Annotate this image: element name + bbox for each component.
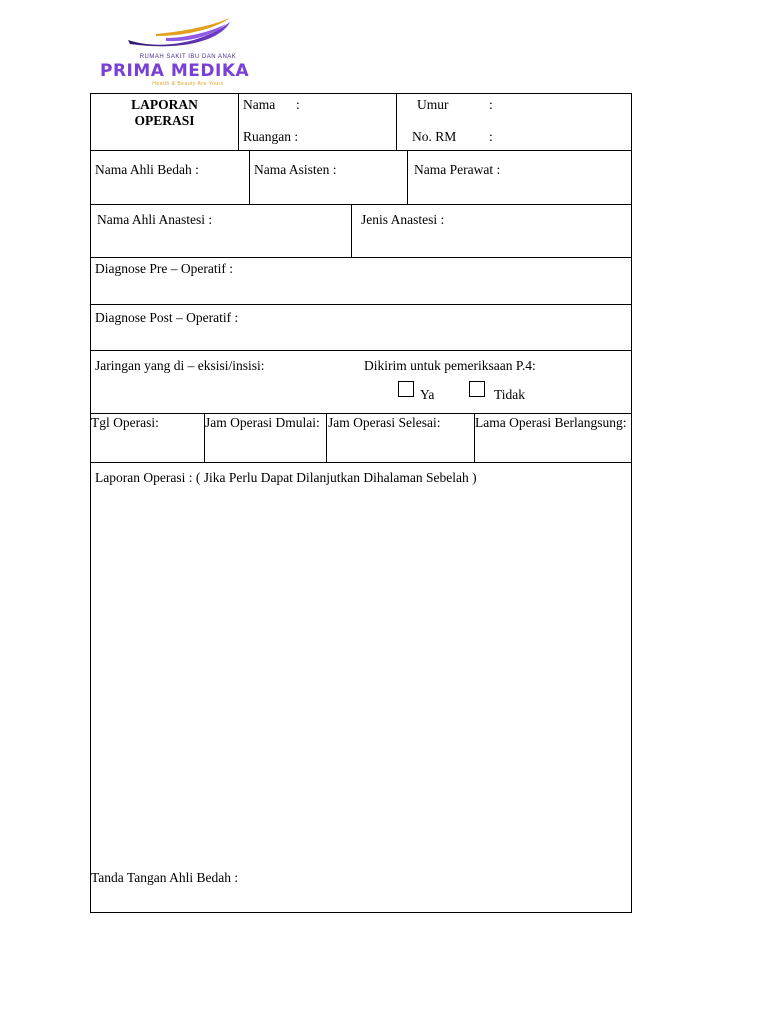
ruangan-label: Ruangan : xyxy=(243,129,299,144)
laporan-operasi-label: Laporan Operasi : ( Jika Perlu Dapat Dilanjutkan Dihalaman Sebelah ) xyxy=(95,470,477,485)
no-rm-colon: : xyxy=(489,129,493,144)
ya-label: Ya xyxy=(420,387,435,402)
ahli-anastesi-label: Nama Ahli Anastesi : xyxy=(97,212,213,227)
tanda-tangan-label: Tanda Tangan Ahli Bedah : xyxy=(91,870,239,885)
logo-name: PRIMA MEDIKA xyxy=(100,61,250,81)
form-title-line1: LAPORAN xyxy=(131,97,198,112)
logo-subtitle: Health & Beauty Are Yours xyxy=(152,81,224,87)
tidak-checkbox[interactable] xyxy=(469,381,485,397)
logo-swoosh-icon xyxy=(126,14,236,56)
diagnose-post-label: Diagnose Post – Operatif : xyxy=(95,310,239,325)
lama-operasi-label: Lama Operasi Berlangsung: xyxy=(475,415,627,430)
tgl-operasi-label: Tgl Operasi: xyxy=(91,415,159,430)
logo-tagline: RUMAH SAKIT IBU DAN ANAK xyxy=(139,54,237,60)
diagnose-pre-label: Diagnose Pre – Operatif : xyxy=(95,261,233,276)
nama-colon: : xyxy=(296,97,300,112)
ahli-bedah-label: Nama Ahli Bedah : xyxy=(95,162,199,177)
umur-label: Umur xyxy=(417,97,449,112)
dikirim-label: Dikirim untuk pemeriksaan P.4: xyxy=(364,358,536,373)
row-divider xyxy=(91,304,631,305)
no-rm-label: No. RM xyxy=(412,129,457,144)
col-divider xyxy=(407,150,408,204)
col-divider xyxy=(238,94,239,150)
row-divider xyxy=(91,204,631,205)
row-divider xyxy=(91,257,631,258)
jaringan-label: Jaringan yang di – eksisi/insisi: xyxy=(95,358,265,373)
perawat-label: Nama Perawat : xyxy=(414,162,501,177)
row-divider xyxy=(91,150,631,151)
row-divider xyxy=(91,413,631,414)
surgery-report-form xyxy=(90,93,632,913)
tidak-label: Tidak xyxy=(494,387,526,402)
jam-selesai-label: Jam Operasi Selesai: xyxy=(328,415,441,430)
col-divider xyxy=(351,204,352,257)
row-divider xyxy=(91,462,631,463)
nama-label: Nama xyxy=(243,97,276,112)
umur-colon: : xyxy=(489,97,493,112)
ya-checkbox[interactable] xyxy=(398,381,414,397)
jam-mulai-label: Jam Operasi Dmulai: xyxy=(205,415,320,430)
form-title xyxy=(91,97,238,129)
form-title-line2: OPERASI xyxy=(134,113,195,128)
hospital-logo xyxy=(96,14,266,90)
jenis-anastesi-label: Jenis Anastesi : xyxy=(361,212,445,227)
col-divider xyxy=(326,413,327,462)
col-divider xyxy=(396,94,397,150)
row-divider xyxy=(91,350,631,351)
asisten-label: Nama Asisten : xyxy=(254,162,337,177)
col-divider xyxy=(249,150,250,204)
